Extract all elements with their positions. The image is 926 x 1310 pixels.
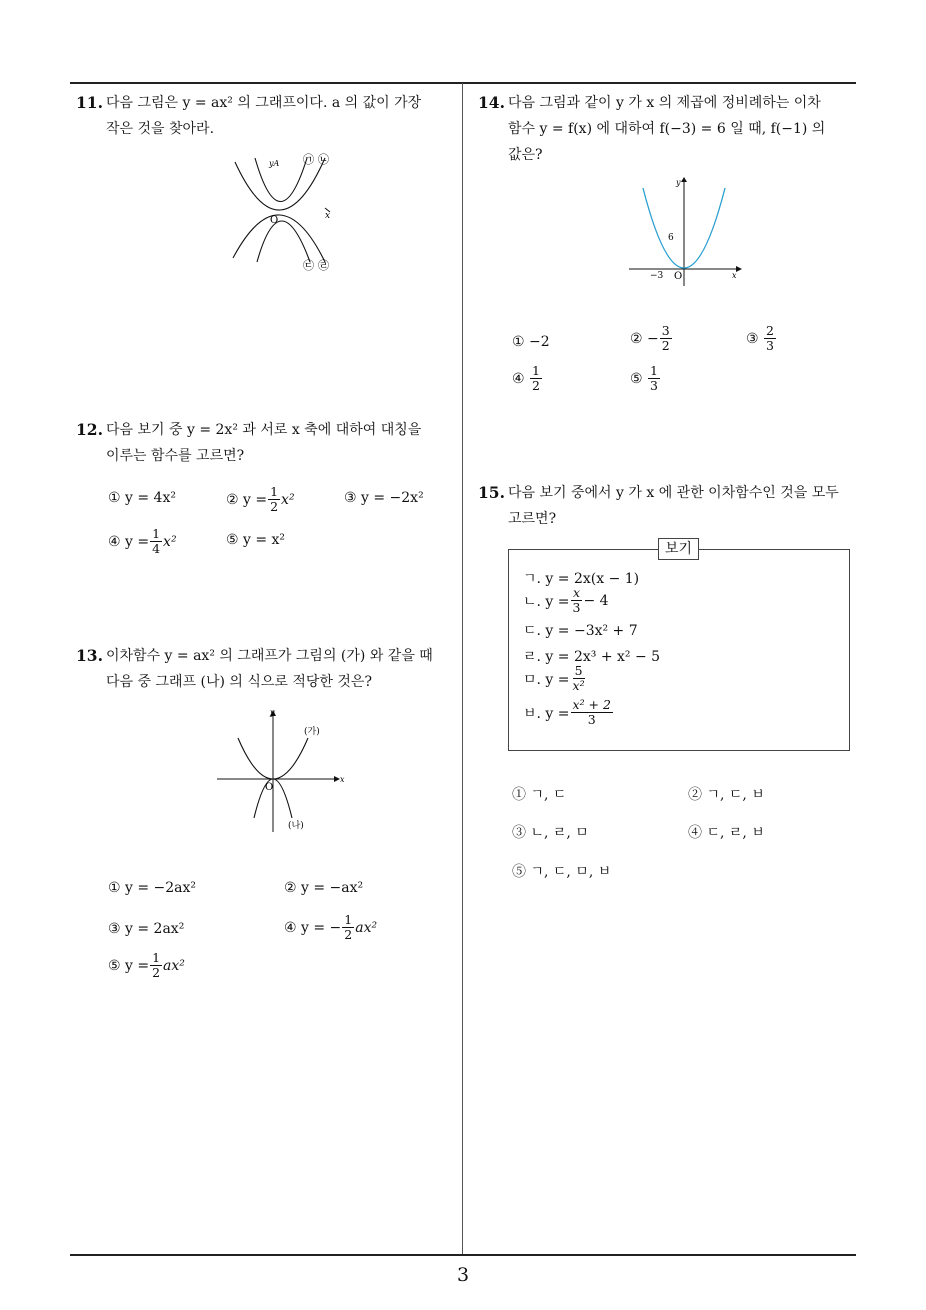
fraction [342, 913, 354, 942]
choice-text: ① −2 [512, 334, 550, 350]
choice-text: ax² [163, 957, 185, 974]
question-text-line: 값은? [508, 147, 543, 163]
q13-choices [108, 876, 458, 991]
example-text: ㅁ. y = [523, 671, 570, 688]
graph-na-label: (나) [288, 821, 304, 831]
choice-3[interactable] [512, 822, 589, 842]
fraction [268, 485, 280, 514]
question-text-line: 다음 그림과 같이 y 가 x 의 제곱에 정비례하는 이차 [508, 95, 821, 111]
choice-4[interactable] [512, 364, 543, 393]
choice-2[interactable] [284, 880, 363, 896]
numerator: 1 [270, 484, 279, 499]
fraction [150, 951, 162, 980]
numerator: 1 [344, 912, 353, 927]
curve-label: ㉠ [303, 153, 314, 166]
x-axis-label: x [325, 211, 331, 221]
question-13 [76, 643, 458, 695]
choice-2[interactable] [226, 485, 295, 514]
choice-text: x² [281, 491, 295, 508]
example-box-title: 보기 [658, 538, 699, 560]
choice-text: ② y = −ax² [284, 880, 364, 896]
choice-text: ② ㄱ, ㄷ, ㅂ [688, 787, 765, 803]
choice-1[interactable] [512, 784, 566, 804]
numerator: x² + 2 [572, 697, 611, 712]
choice-text: ① y = −2ax² [108, 880, 197, 896]
choice-text: ③ y = 2ax² [108, 921, 185, 937]
numerator: 5 [574, 663, 583, 678]
choice-text: ③ [746, 330, 759, 347]
choice-text: x² [163, 533, 177, 550]
fraction [571, 586, 583, 615]
question-number: 14. [478, 93, 505, 112]
choice-5[interactable] [630, 364, 661, 393]
choice-3[interactable] [344, 490, 424, 506]
choice-text: ② − [630, 330, 659, 347]
example-item [523, 568, 639, 588]
fraction [764, 324, 776, 353]
bottom-rule [70, 1254, 856, 1256]
choice-text: ④ y = − [284, 919, 342, 936]
y-axis-label: yA [269, 159, 280, 168]
question-number: 11. [76, 93, 103, 112]
choice-1[interactable] [108, 880, 196, 896]
graph-ga-label: (가) [304, 727, 320, 737]
choice-text: ③ ㄴ, ㄹ, ㅁ [512, 825, 589, 841]
question-number: 13. [76, 646, 103, 665]
choice-text: ① ㄱ, ㄷ [512, 787, 567, 803]
choice-text: ⑤ y = [108, 957, 150, 974]
choice-1[interactable] [512, 334, 550, 350]
example-item [523, 620, 638, 640]
example-item [523, 698, 614, 727]
fraction [571, 664, 587, 693]
question-11 [76, 90, 458, 142]
example-text: ㄴ. y = [523, 593, 570, 610]
denominator: 3 [587, 712, 596, 727]
example-text: ㄱ. y = 2x(x − 1) [523, 571, 640, 587]
choice-text: ④ [512, 370, 525, 387]
example-text: ㄷ. y = −3x² + 7 [523, 623, 638, 639]
choice-text: ② y = [226, 491, 268, 508]
denominator: 2 [661, 338, 670, 353]
choice-text: ax² [355, 919, 378, 936]
example-text: ㅂ. y = [523, 705, 570, 722]
choice-2[interactable] [630, 324, 673, 353]
origin-label: O [265, 782, 274, 793]
numerator: 1 [532, 363, 540, 378]
choice-2[interactable] [688, 784, 765, 804]
choice-3[interactable] [108, 921, 184, 937]
example-text: − 4 [583, 592, 609, 609]
question-14 [478, 90, 860, 168]
denominator: 3 [572, 600, 581, 615]
numerator: 1 [152, 526, 161, 541]
numerator: 3 [661, 323, 670, 338]
choice-5[interactable] [108, 951, 185, 980]
q14-parabola-figure [626, 174, 746, 289]
choice-text: ⑤ [630, 370, 643, 387]
choice-text: ④ y = [108, 533, 150, 550]
question-15 [478, 480, 860, 532]
choice-5[interactable] [226, 532, 285, 548]
numerator: 1 [152, 950, 161, 965]
question-text-line: 다음 보기 중에서 y 가 x 에 관한 이차함수인 것을 모두 [508, 485, 839, 501]
y-value-label: 6 [668, 233, 674, 243]
choice-5[interactable] [512, 861, 611, 881]
question-text-line: 이루는 함수를 고르면? [106, 448, 245, 464]
y-axis-label: y [676, 178, 681, 187]
choice-text: ④ ㄷ, ㄹ, ㅂ [688, 825, 765, 841]
denominator: 2 [270, 499, 279, 514]
column-divider [462, 83, 463, 1255]
q12-choices [108, 485, 458, 565]
q11-parabola-figure [225, 150, 345, 275]
denominator: 3 [650, 378, 658, 393]
q14-choices [512, 322, 852, 402]
question-text-line: 함수 y = f(x) 에 대하여 f(−3) = 6 일 때, f(−1) 의 [508, 121, 826, 137]
example-item [523, 664, 588, 693]
choice-4[interactable] [688, 822, 765, 842]
denominator: 2 [532, 378, 540, 393]
choice-4[interactable] [284, 913, 377, 942]
y-axis-label: y [270, 708, 275, 717]
fraction [530, 364, 542, 393]
denominator: 2 [152, 965, 161, 980]
x-value-label: −3 [650, 271, 664, 281]
curve-label: ㉢ [303, 259, 314, 272]
example-text: ㄹ. y = 2x³ + x² − 5 [523, 649, 661, 665]
choice-text: ① y = 4x² [108, 490, 176, 506]
choice-1[interactable] [108, 490, 176, 506]
numerator: x [572, 585, 581, 600]
fraction [648, 364, 660, 393]
example-item [523, 646, 660, 666]
origin-label: O [674, 271, 683, 282]
choice-text: ③ y = −2x² [344, 490, 424, 506]
choice-text: ⑤ y = x² [226, 532, 286, 548]
q13-parabola-figure [212, 706, 352, 836]
origin-label: O [270, 215, 279, 226]
curve-label: ㉣ [318, 259, 329, 272]
choice-4[interactable] [108, 527, 177, 556]
choice-text: ⑤ ㄱ, ㄷ, ㅁ, ㅂ [512, 864, 612, 880]
denominator: 2 [344, 927, 353, 942]
question-text-line: 다음 그림은 y = ax² 의 그래프이다. a 의 값이 가장 [106, 95, 422, 111]
choice-3[interactable] [746, 324, 777, 353]
curve-label: ㉡ [318, 153, 329, 166]
fraction [571, 698, 613, 727]
question-number: 12. [76, 420, 103, 439]
x-axis-label: x [732, 271, 737, 280]
question-12 [76, 417, 458, 469]
numerator: 2 [766, 323, 774, 338]
numerator: 1 [650, 363, 658, 378]
fraction [150, 527, 162, 556]
question-text-line: 이차함수 y = ax² 의 그래프가 그림의 (가) 와 같을 때 [106, 648, 433, 664]
x-axis-label: x [340, 775, 345, 784]
question-text-line: 작은 것을 찾아라. [106, 121, 215, 137]
example-box [508, 541, 850, 751]
question-text-line: 다음 중 그래프 (나) 의 식으로 적당한 것은? [106, 674, 372, 690]
top-rule [70, 82, 856, 84]
denominator: 3 [766, 338, 774, 353]
example-item [523, 586, 609, 615]
question-text-line: 다음 보기 중 y = 2x² 과 서로 x 축에 대하여 대칭을 [106, 422, 422, 438]
q15-choices [512, 784, 852, 884]
denominator: 4 [152, 541, 161, 556]
question-text-line: 고르면? [508, 511, 557, 527]
page-number: 3 [456, 1264, 470, 1286]
question-number: 15. [478, 483, 505, 502]
fraction [660, 324, 672, 353]
denominator: x² [572, 678, 585, 693]
